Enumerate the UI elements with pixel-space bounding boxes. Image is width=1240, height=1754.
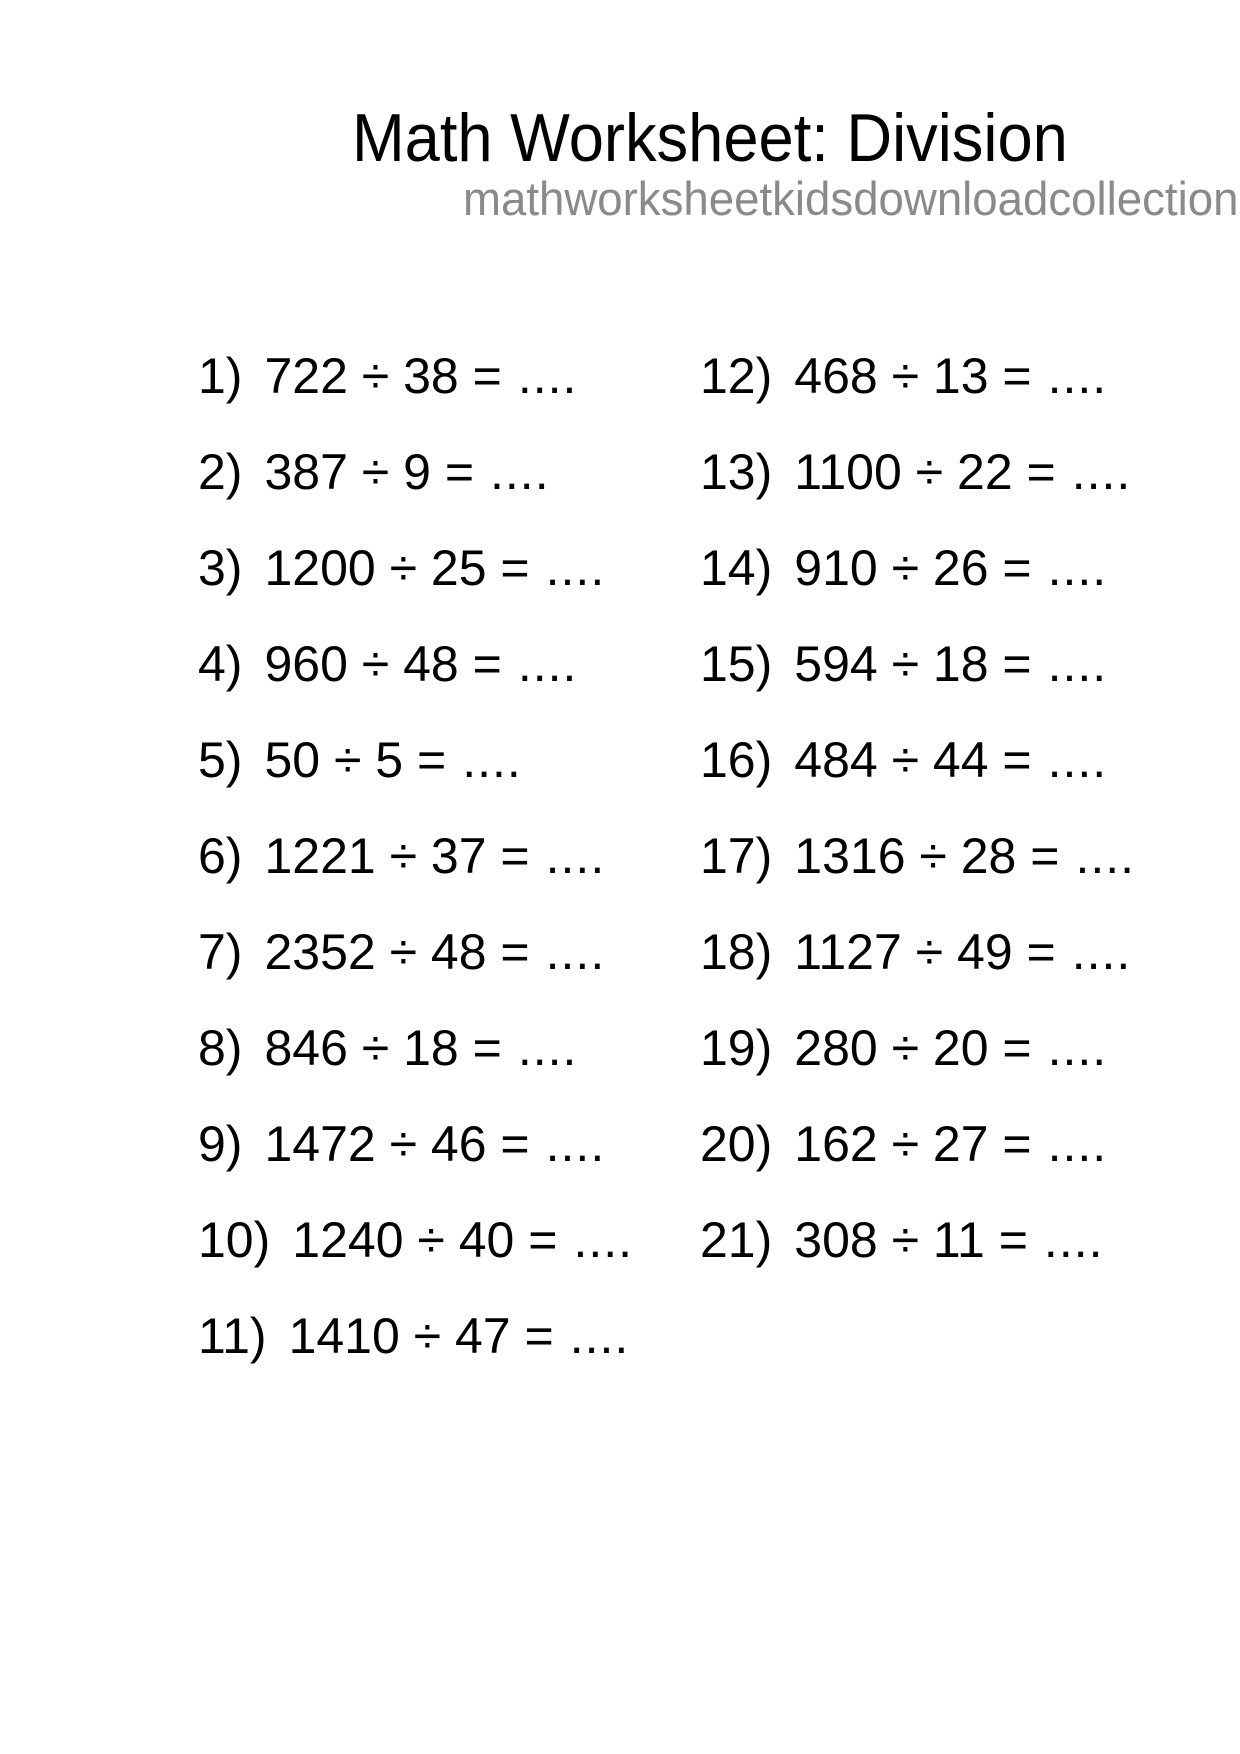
answer-blank: .... — [1047, 732, 1108, 788]
problem-row — [198, 712, 633, 808]
problem-number: 4) — [198, 636, 243, 692]
answer-blank: .... — [1043, 1212, 1104, 1268]
problem-row — [700, 712, 1135, 808]
answer-blank: .... — [545, 540, 606, 596]
problem-number: 1) — [198, 348, 243, 404]
problem-expression: 484 ÷ 44 = — [794, 732, 1032, 788]
answer-blank: .... — [1047, 636, 1108, 692]
problem-row — [700, 1000, 1135, 1096]
answer-blank: .... — [517, 348, 578, 404]
problem-row — [198, 424, 633, 520]
answer-blank: .... — [1047, 540, 1108, 596]
problem-number: 2) — [198, 444, 243, 500]
problem-row — [198, 1288, 633, 1384]
problem-number: 11) — [198, 1308, 267, 1364]
problem-row — [198, 1000, 633, 1096]
problem-row — [700, 1192, 1135, 1288]
problem-number: 18) — [700, 924, 773, 980]
answer-blank: .... — [1071, 924, 1132, 980]
answer-blank: .... — [517, 636, 578, 692]
problem-row — [198, 616, 633, 712]
problem-expression: 280 ÷ 20 = — [794, 1020, 1032, 1076]
answer-blank: .... — [517, 1020, 578, 1076]
problem-expression: 846 ÷ 18 = — [264, 1020, 502, 1076]
problems-right-column — [700, 328, 1135, 1288]
problem-expression: 722 ÷ 38 = — [264, 348, 502, 404]
problem-row — [700, 904, 1135, 1000]
problem-number: 6) — [198, 828, 243, 884]
answer-blank: .... — [1071, 444, 1132, 500]
problem-number: 21) — [700, 1212, 773, 1268]
answer-blank: .... — [545, 828, 606, 884]
problem-expression: 1221 ÷ 37 = — [264, 828, 530, 884]
problem-row — [198, 1096, 633, 1192]
problem-number: 15) — [700, 636, 773, 692]
problem-expression: 308 ÷ 11 = — [794, 1212, 1028, 1268]
page-title: Math Worksheet: Division — [352, 100, 1068, 176]
answer-blank: .... — [1047, 348, 1108, 404]
problem-number: 7) — [198, 924, 243, 980]
problem-number: 14) — [700, 540, 773, 596]
problem-expression: 1316 ÷ 28 = — [794, 828, 1060, 884]
problem-number: 17) — [700, 828, 773, 884]
problem-number: 20) — [700, 1116, 773, 1172]
problem-number: 8) — [198, 1020, 243, 1076]
problem-row — [700, 808, 1135, 904]
answer-blank: .... — [490, 444, 550, 500]
problem-expression: 162 ÷ 27 = — [794, 1116, 1032, 1172]
problem-number: 9) — [198, 1116, 243, 1172]
problem-expression: 1472 ÷ 46 = — [264, 1116, 530, 1172]
problem-expression: 1127 ÷ 49 = — [794, 924, 1056, 980]
problem-expression: 387 ÷ 9 = — [264, 444, 475, 500]
answer-blank: .... — [1047, 1116, 1108, 1172]
watermark-text: mathworksheetkidsdownloadcollection — [462, 172, 1238, 225]
answer-blank: .... — [462, 732, 522, 788]
answer-blank: .... — [1047, 1020, 1108, 1076]
problem-row — [700, 1096, 1135, 1192]
problem-expression: 1100 ÷ 22 = — [794, 444, 1056, 500]
problem-expression: 960 ÷ 48 = — [264, 636, 502, 692]
problem-number: 16) — [700, 732, 773, 788]
problem-row — [198, 520, 633, 616]
problem-row — [198, 1192, 633, 1288]
problem-row — [700, 616, 1135, 712]
answer-blank: .... — [545, 1116, 606, 1172]
problem-expression: 2352 ÷ 48 = — [264, 924, 530, 980]
problem-row — [700, 328, 1135, 424]
problem-expression: 468 ÷ 13 = — [794, 348, 1032, 404]
problem-expression: 50 ÷ 5 = — [264, 732, 447, 788]
problem-expression: 910 ÷ 26 = — [794, 540, 1032, 596]
problem-expression: 594 ÷ 18 = — [794, 636, 1032, 692]
answer-blank: .... — [573, 1212, 634, 1268]
problem-number: 12) — [700, 348, 773, 404]
answer-blank: .... — [545, 924, 606, 980]
problem-row — [700, 520, 1135, 616]
problem-row — [198, 328, 633, 424]
problem-row — [198, 808, 633, 904]
problem-row — [198, 904, 633, 1000]
problem-expression: 1200 ÷ 25 = — [264, 540, 530, 596]
problem-number: 10) — [198, 1212, 271, 1268]
problem-number: 19) — [700, 1020, 773, 1076]
answer-blank: .... — [569, 1308, 630, 1364]
problems-left-column — [198, 328, 633, 1384]
problem-row — [700, 424, 1135, 520]
problem-number: 3) — [198, 540, 243, 596]
problem-expression: 1240 ÷ 40 = — [292, 1212, 558, 1268]
problem-expression: 1410 ÷ 47 = — [288, 1308, 554, 1364]
problem-number: 5) — [198, 732, 243, 788]
problem-number: 13) — [700, 444, 773, 500]
answer-blank: .... — [1075, 828, 1136, 884]
